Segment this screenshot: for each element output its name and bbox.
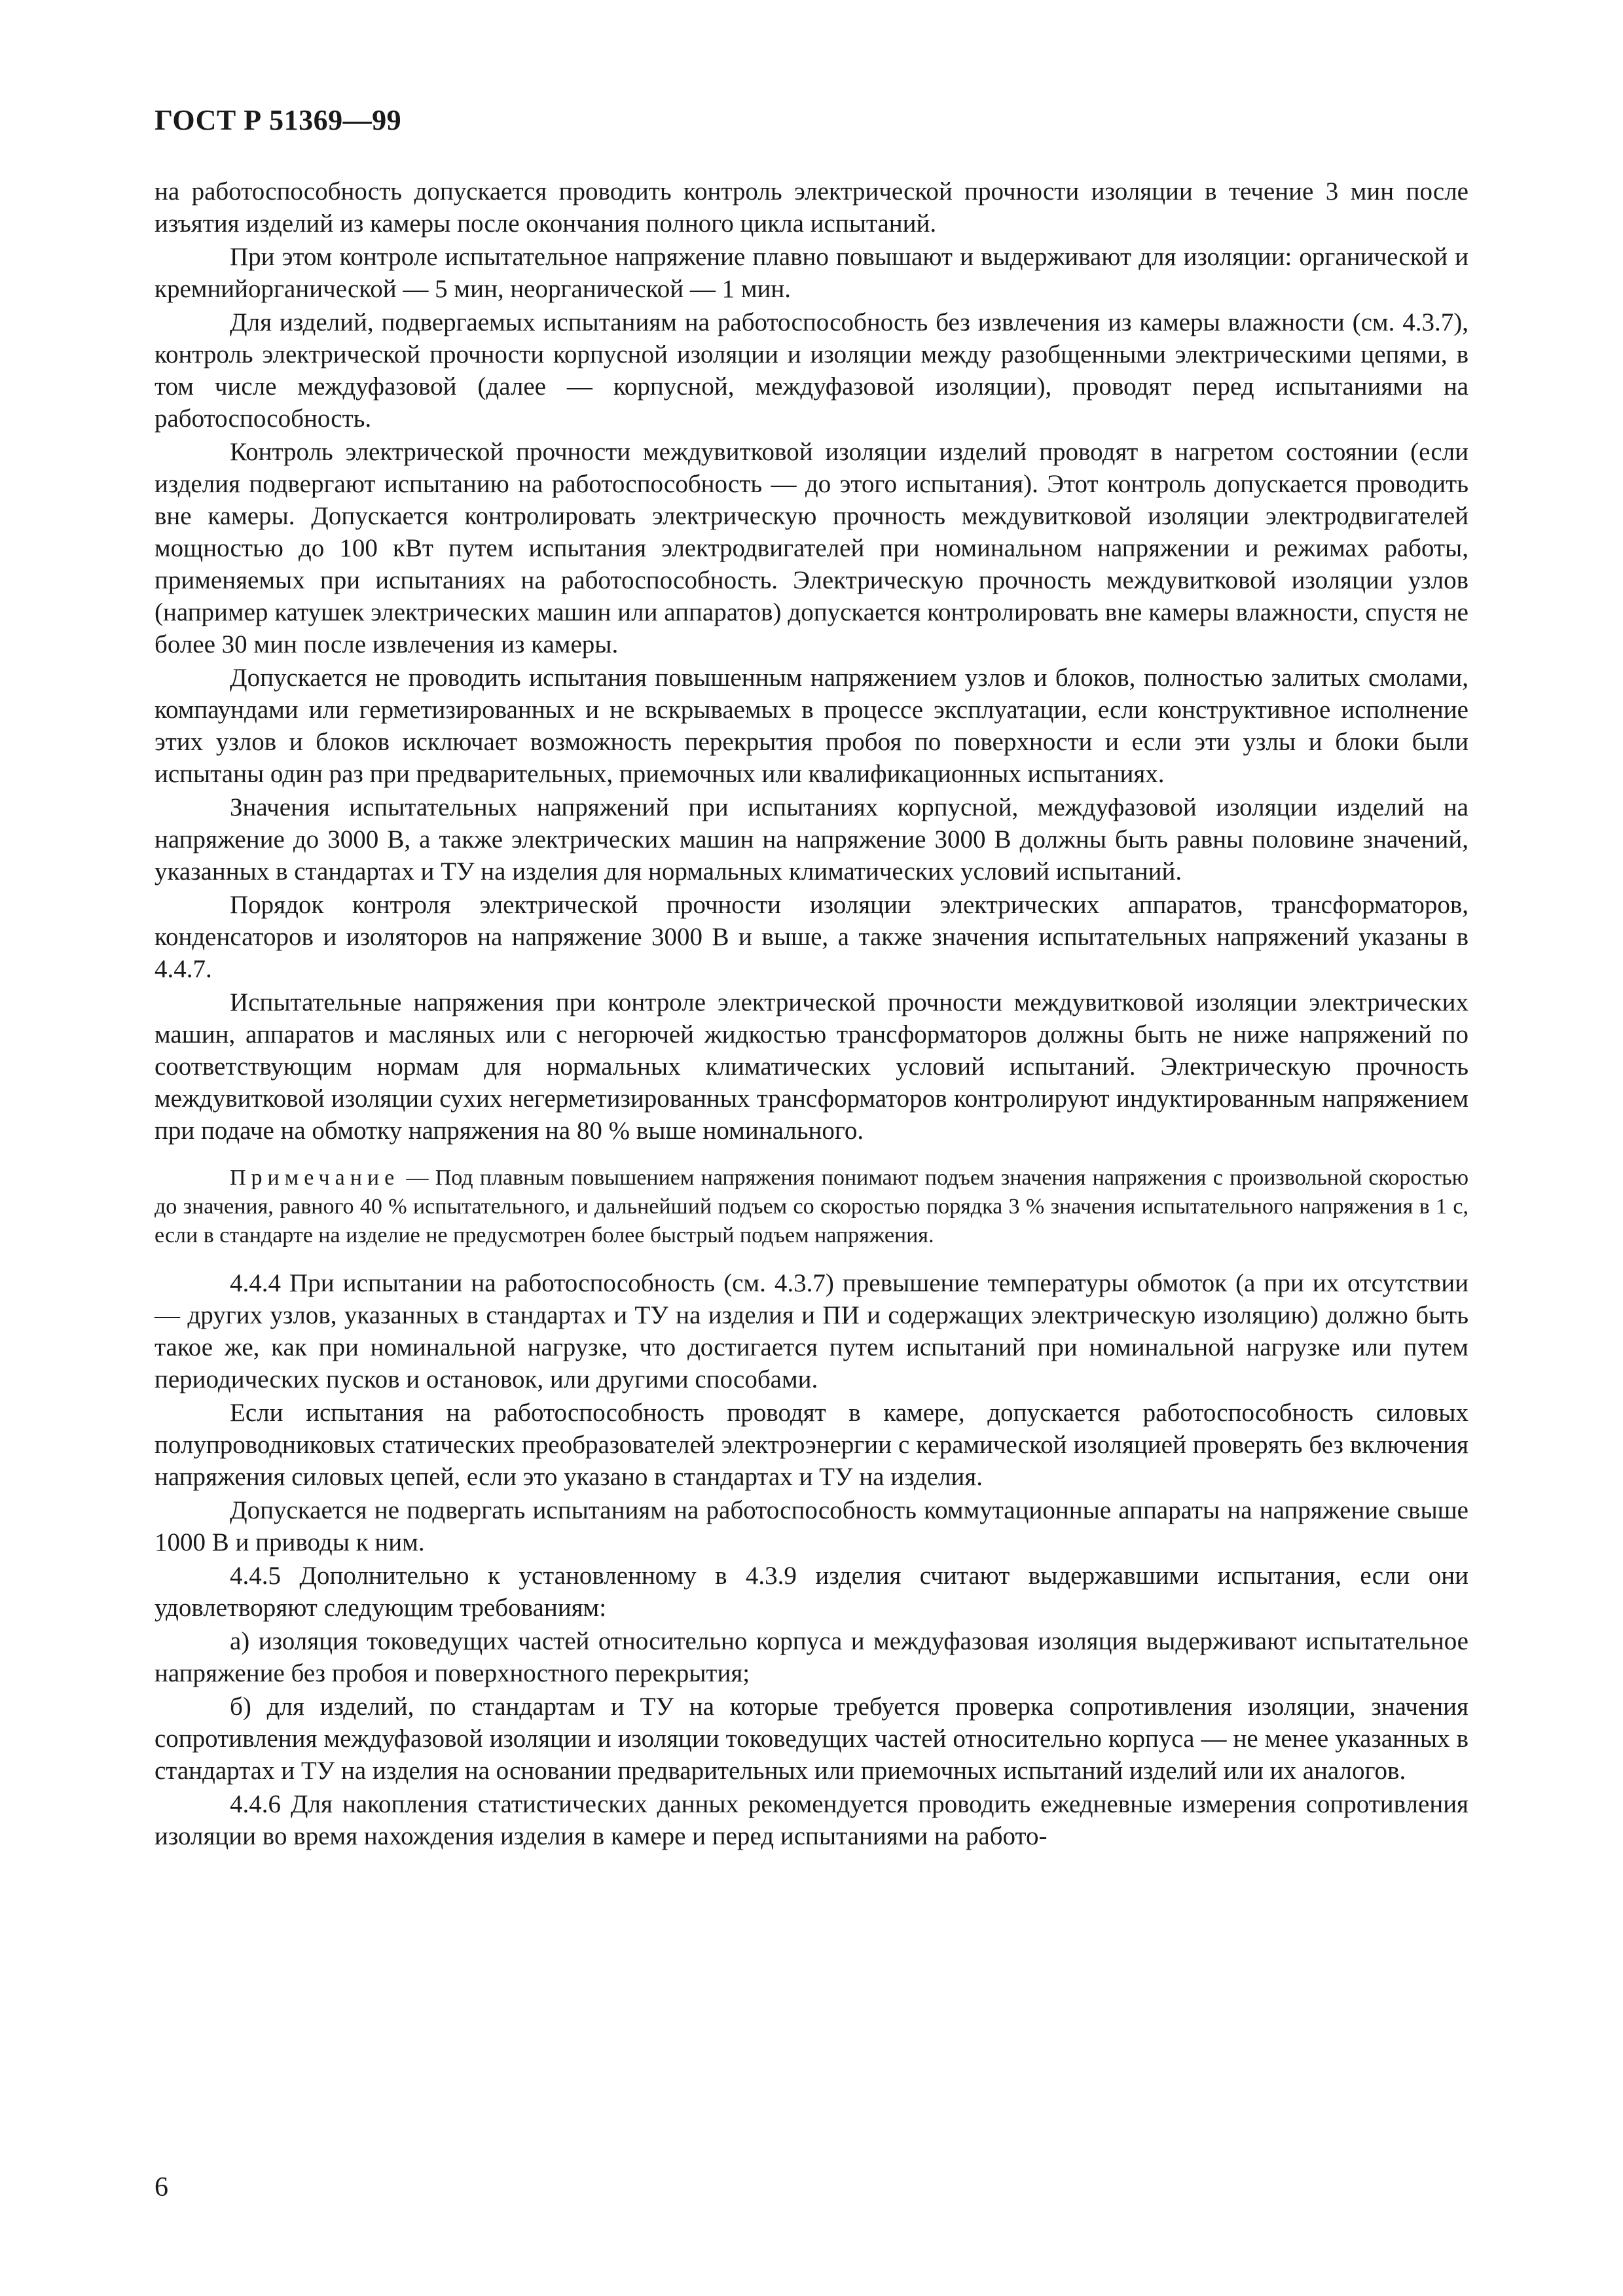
paragraph: Значения испытательных напряжений при испытаниях корпусной, междуфазовой изоляции изделий на напряжение до 3000 В, а также электрических машин на напряжение 3000 В должны быть равны половине значений, указанных в стандартах и ТУ на изделия для нормальных климатических условий испытаний.: [155, 793, 1468, 886]
list-item: а) изоляция токоведущих частей относительно корпуса и междуфазовая изоляция выдерживают испытательное напряжение без пробоя и поверхностного перекрытия;: [155, 1627, 1468, 1687]
note: [155, 1164, 1468, 1250]
page-number: 6: [155, 2172, 168, 2202]
paragraph: Для изделий, подвергаемых испытаниям на работоспособность без извлечения из камеры влажности (см. 4.3.7), контроль электрической прочности корпусной изоляции и изоляции между разобщенными электрическими цепями, в том числе междуфазовой (далее — корпусной, междуфазовой изоляции), проводят перед испытаниями на работоспособность.: [155, 308, 1468, 433]
paragraph: на работоспособность допускается проводить контроль электрической прочности изоляции в течение 3 мин после изъятия изделий из камеры после окончания полного цикла испытаний.: [155, 177, 1468, 238]
paragraph: Если испытания на работоспособность проводят в камере, допускается работоспособность силовых полупроводниковых статических преобразователей электроэнергии с керамической изоляцией проверять без включения напряжения силовых цепей, если это указано в стандартах и ТУ на изделия.: [155, 1399, 1468, 1491]
document-body: [155, 175, 1468, 1854]
document-header: ГОСТ Р 51369—99: [155, 104, 402, 136]
paragraph: Допускается не проводить испытания повышенным напряжением узлов и блоков, полностью залитых смолами, компаундами или герметизированных и не вскрываемых в процессе эксплуатации, если конструктивное исполнение этих узлов и блоков исключает возможность перекрытия пробоя по поверхности и если эти узлы и блоки были испытаны один раз при предварительных, приемочных или квалификационных испытаниях.: [155, 664, 1468, 788]
paragraph: Контроль электрической прочности междувитковой изоляции изделий проводят в нагретом состоянии (если изделия подвергают испытанию на работоспособность — до этого испытания). Этот контроль допускается проводить вне камеры. Допускается контролировать электрическую прочность междувитковой изоляции электродвигателей мощностью до 100 кВт путем испытания электродвигателей при номинальном напряжении и режимах работы, применяемых при испытаниях на работоспособность. Электрическую прочность междувитковой изоляции узлов (например катушек электрических машин или аппаратов) допускается контролировать вне камеры влажности, спустя не более 30 мин после извлечения из камеры.: [155, 438, 1468, 658]
paragraph: 4.4.5 Дополнительно к установленному в 4.3.9 изделия считают выдержавшими испытания, если они удовлетворяют следующим требованиям:: [155, 1562, 1468, 1622]
paragraph: 4.4.6 Для накопления статистических данных рекомендуется проводить ежедневные измерения сопротивления изоляции во время нахождения изделия в камере и перед испытаниями на работо-: [155, 1790, 1468, 1850]
list-item: б) для изделий, по стандартам и ТУ на которые требуется проверка сопротивления изоляции, значения сопротивления междуфазовой изоляции и изоляции токоведущих частей относительно корпуса — не менее указанных в стандартах и ТУ на изделия на основании предварительных или приемочных испытаний изделий или их аналогов.: [155, 1693, 1468, 1785]
note-text: — Под плавным повышением напряжения понимают подъем значения напряжения с произвольной скоростью до значения, равного 40 % испытательного, и дальнейший подъем со скоростью порядка 3 % значения испытательного напряжения в 1 с, если в стандарте на изделие не предусмотрен более быстрый подъем напряжения.: [155, 1166, 1468, 1247]
note-label: Примечание: [230, 1166, 400, 1190]
paragraph: 4.4.4 При испытании на работоспособность (см. 4.3.7) превышение температуры обмоток (а при их отсутствии — других узлов, указанных в стандартах и ТУ на изделия и ПИ и содержащих электрическую изоляцию) должно быть такое же, как при номинальной нагрузке, что достигается путем испытаний при номинальной нагрузке или путем периодических пусков и остановок, или другими способами.: [155, 1269, 1468, 1393]
paragraph: При этом контроле испытательное напряжение плавно повышают и выдерживают для изоляции: органической и кремнийорганической — 5 мин, неорганической — 1 мин.: [155, 243, 1468, 303]
paragraph: Испытательные напряжения при контроле электрической прочности междувитковой изоляции электрических машин, аппаратов и масляных или с негорючей жидкостью трансформаторов должны быть не ниже напряжений по соответствующим нормам для нормальных климатических условий испытаний. Электрическую прочность междувитковой изоляции сухих негерметизированных трансформаторов контролируют индуктированным напряжением при подаче на обмотку напряжения на 80 % выше номинального.: [155, 988, 1468, 1145]
paragraph: Порядок контроля электрической прочности изоляции электрических аппаратов, трансформаторов, конденсаторов и изоляторов на напряжение 3000 В и выше, а также значения испытательных напряжений указаны в 4.4.7.: [155, 891, 1468, 983]
paragraph: Допускается не подвергать испытаниям на работоспособность коммутационные аппараты на напряжение свыше 1000 В и приводы к ним.: [155, 1496, 1468, 1556]
